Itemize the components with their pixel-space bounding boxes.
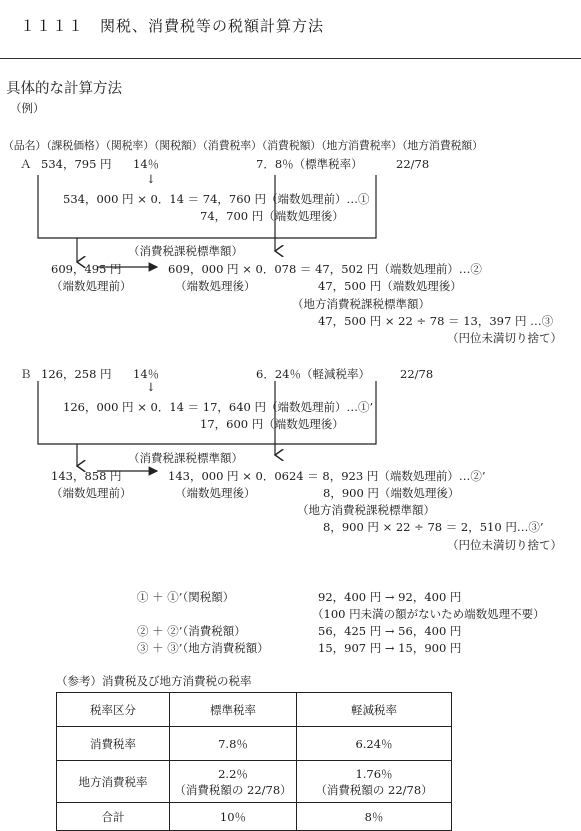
table-row — [57, 803, 452, 831]
a-duty-rate: 14％ — [133, 157, 160, 171]
summary-duty-value: 92，400 円 → 92，400 円 — [318, 590, 462, 604]
a-local-base-label: （地方消費税課税標準額） — [292, 297, 430, 311]
summary-duty-note: （100 円未満の額がないため端数処理不要） — [312, 607, 545, 621]
summary-local-label: ③ ＋ ③’（地方消費税額） — [137, 641, 269, 655]
b-local-calc: 8，900 円 × 22 ÷ 78 ＝ 2，510 円…③’ — [323, 520, 544, 534]
tax-rate-table — [56, 692, 452, 831]
b-after-note: （端数処理後） — [175, 486, 256, 500]
b-duty-after: 17，600 円（端数処理後） — [200, 417, 344, 431]
column-headings: （品名）（課税価格）（関税率）（関税額）（消費税率）（消費税額）（地方消費税率）（地方消費税額） — [3, 139, 483, 152]
a-base-label: （消費税課税標準額） — [128, 244, 243, 258]
a-ctax-rate: 7．8％（標準税率） — [256, 157, 363, 171]
a-duty-calc: 534，000 円 × 0．14 ＝ 74，760 円（端数処理前）…① — [63, 192, 370, 206]
b-round-note: （円位未満切り捨て） — [447, 538, 562, 552]
cell-standard-value: 2.2％ — [218, 766, 248, 781]
b-ctax-after: 8，900 円（端数処理後） — [323, 486, 460, 500]
b-base-label: （消費税課税標準額） — [128, 451, 243, 465]
a-round-note: （円位未満切り捨て） — [447, 331, 562, 345]
a-local-calc: 47，500 円 × 22 ÷ 78 ＝ 13，397 円 …③ — [318, 314, 554, 328]
header-standard: 標準税率 — [170, 693, 297, 727]
cell-standard-note: （消費税額の 22/78） — [174, 782, 292, 797]
cell-standard — [170, 761, 297, 803]
b-down-arrow: ↓ — [146, 380, 156, 394]
header-reduced: 軽減税率 — [297, 693, 452, 727]
page-title: １１１１ 関税、消費税等の税額計算方法 — [20, 17, 325, 35]
a-down-arrow: ↓ — [146, 172, 156, 186]
row-label: 消費税率 — [57, 727, 170, 761]
cell-reduced-note: （消費税額の 22/78） — [315, 782, 433, 797]
section-title: 具体的な計算方法 — [6, 81, 122, 97]
cell-reduced: 6.24％ — [297, 727, 452, 761]
a-sum-before: 609，495 円 — [51, 262, 122, 276]
a-duty-after: 74，700 円（端数処理後） — [200, 209, 344, 223]
b-ratio: 22/78 — [400, 367, 434, 381]
a-sum-before-note: （端数処理前） — [51, 279, 132, 293]
a-ctax-calc: 609，000 円 × 0．078 ＝ 47，502 円（端数処理前）…② — [168, 262, 482, 276]
b-local-base-label: （地方消費税課税標準額） — [297, 503, 435, 517]
table-header-row — [57, 693, 452, 727]
cell-standard: 10％ — [170, 803, 297, 831]
reference-title: （参考）消費税及び地方消費税の税率 — [56, 674, 252, 688]
cell-reduced-value: 1.76％ — [355, 766, 393, 781]
cell-reduced — [297, 761, 452, 803]
header-divider — [0, 58, 581, 59]
b-duty-calc: 126，000 円 × 0．14 ＝ 17，640 円（端数処理前）…①’ — [63, 400, 374, 414]
table-row — [57, 727, 452, 761]
summary-local-value: 15，907 円 → 15，900 円 — [318, 641, 462, 655]
cell-reduced: 8％ — [297, 803, 452, 831]
b-sum-before: 143，858 円 — [51, 469, 122, 483]
b-sum-before-note: （端数処理前） — [51, 486, 132, 500]
header-category: 税率区分 — [57, 693, 170, 727]
summary-ctax-label: ② ＋ ②’（消費税額） — [137, 624, 246, 638]
a-label: Ａ — [20, 157, 32, 171]
b-duty-rate: 14％ — [133, 367, 160, 381]
a-after-note: （端数処理後） — [175, 279, 256, 293]
a-ratio: 22/78 — [396, 157, 430, 171]
a-ctax-after: 47，500 円（端数処理後） — [318, 279, 462, 293]
b-ctax-calc: 143，000 円 × 0．0624 ＝ 8，923 円（端数処理前）…②’ — [168, 469, 486, 483]
a-price: 534，795 円 — [41, 157, 112, 171]
summary-ctax-value: 56，425 円 → 56，400 円 — [318, 624, 462, 638]
section-subtitle: （例） — [10, 101, 45, 115]
cell-standard: 7.8％ — [170, 727, 297, 761]
b-label: Ｂ — [20, 367, 32, 381]
b-ctax-rate: 6．24％（軽減税率） — [256, 367, 370, 381]
b-price: 126，258 円 — [41, 367, 112, 381]
row-label: 合計 — [57, 803, 170, 831]
row-label: 地方消費税率 — [57, 761, 170, 803]
table-row — [57, 761, 452, 803]
summary-duty-label: ① ＋ ①’（関税額） — [137, 590, 235, 604]
